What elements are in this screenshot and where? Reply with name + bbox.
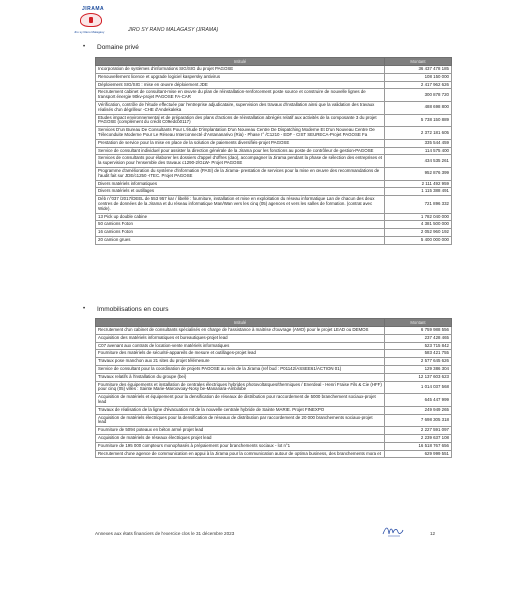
row-amount: 629 999 551	[385, 450, 452, 458]
row-label: Acquisition de matériels électriques pour la densification de réseaux de distribution par raccordement de 20 000 branchements sociaux-projet lead	[96, 414, 385, 427]
section-title-immobilisations	[83, 306, 169, 313]
row-label: Recrutement d'un cabinet de consultants spécialisés en charge de l'assistance à maitrise d'ouvrage (AMO) pour le projet LEAD ou DEMOS	[96, 327, 385, 335]
row-amount: 237 428 465	[385, 334, 452, 342]
table-row	[96, 414, 452, 427]
row-label: Vérification, contrôle de l'étude effectuée par l'entreprise adjudicataire, supervision des travaux d'installation ainsi que la validation des travaux réalisés d'un dégrilleur -CHE d'Andekaleka	[96, 101, 385, 114]
row-label: Services de consultants pour élaborer les dossiers d'appel d'offres (dao), accompagner la Jirama pendant la phase de sélection des entreprises et la supervision pour l'ensemble des travaux c1290-2/GLW- Projet PAGOSE	[96, 155, 385, 168]
page-header	[70, 6, 490, 40]
row-label: Service de consultant pour la coordination de projets PAGOSE au sein de la Jirama (ref bud : P01142/ASSEE61/ACTION 01)	[96, 365, 385, 373]
row-amount: 6 759 988 556	[385, 327, 452, 335]
row-amount: 108 150 000	[385, 73, 452, 81]
jirama-logo	[70, 6, 124, 38]
table-row	[96, 442, 452, 450]
table-row	[96, 406, 452, 414]
column-header-label: Intitulé	[96, 319, 385, 327]
row-amount: 2 372 181 605	[385, 127, 452, 140]
row-label: Travaux de réalisation de la ligne d'évacuation mt de la nouvelle centrale hybride de Sainte MARIE. Projet FINEXPO	[96, 406, 385, 414]
table-row	[96, 350, 452, 358]
row-label: Déb n°037 /2017/DEEL de 553 957 kar / libellé : fourniture, installation et mise en exploitation du réseau informatique Lan de chacun des deux centres de données de la Jirama et du réseau informatique Man/Wan vers les cinq (05) agences et vers les salles de formation. (contrat avec Wide).	[96, 196, 385, 213]
row-amount: 7 698 305 318	[385, 414, 452, 427]
table-row	[96, 229, 452, 237]
row-label: Travaux relatifs à l'installation du groupe (bei)	[96, 373, 385, 381]
row-amount: 952 876 399	[385, 167, 452, 180]
row-label: C07 avenant aux contrats de location-vente matériels informatiques	[96, 342, 385, 350]
row-label: Service de consultant individuel pour assister la direction générale de la Jirama pour les fonctions au poste de contrôleur de gestion-PAGOSE	[96, 147, 385, 155]
row-label: 16 camions Foton	[96, 229, 385, 237]
row-amount: 129 386 304	[385, 365, 452, 373]
section-title-text: Immobilisations en cours	[97, 306, 169, 313]
table-row	[96, 196, 452, 213]
section-title-domaine-prive	[83, 44, 139, 51]
table-row	[96, 114, 452, 127]
table-row	[96, 381, 452, 394]
row-amount: 1 014 037 568	[385, 381, 452, 394]
column-header-amount: Montant	[385, 58, 452, 66]
row-label: Prestation de service pour la mise en place de la solution de paiements diversifiés-projet PAGOSE	[96, 139, 385, 147]
logo-text: JIRAMA	[82, 6, 105, 12]
table-row	[96, 89, 452, 102]
page-number: 12	[430, 531, 436, 536]
table-row	[96, 365, 452, 373]
row-label: Recrutement d'une agence de communication en appui à la Jirama pour la communication autour de optima business, des branchements mora et	[96, 450, 385, 458]
company-name: JIRO SY RANO MALAGASY (JIRAMA)	[128, 27, 219, 33]
row-label: Fourniture de 5094 poteaux en béton armé projet lead	[96, 427, 385, 435]
table-row	[96, 139, 452, 147]
table-row	[96, 73, 452, 81]
row-label: Fourniture de 195 000 compteurs monophasés à prépaiement pour branchements sociaux - lot n°1	[96, 442, 385, 450]
table-row	[96, 167, 452, 180]
row-amount: 12 137 603 623	[385, 373, 452, 381]
row-amount: 583 421 755	[385, 350, 452, 358]
row-label: Fourniture des équipements et installation de centrales électriques hybrides photovoltaïques/thermiques / Enerdeal - Henri Fraise Fils & Cie (HFF) pour cinq (05) villes : Sainte Marie-Maroovoay-Nosy be-Mananara-Ambilobe	[96, 381, 385, 394]
row-label: 20 camion grues	[96, 236, 385, 244]
row-amount: 2 111 492 959	[385, 180, 452, 188]
table-row	[96, 101, 452, 114]
table-row	[96, 342, 452, 350]
row-label: Acquisition de matériels de réseaux électriques projet lead	[96, 434, 385, 442]
row-label: Etudes impact environnemental et de préparation des plans d'actions de réinstallation abrégés relatif aux activités de la composante 3 du projet PAGOSE (complément du crédit C09edcb0117)	[96, 114, 385, 127]
row-label: Déploiement SIG/SIG : mise en œuvre déploiement JDE	[96, 81, 385, 89]
bullet-icon: •	[83, 306, 86, 312]
row-label: Travaux pose manchon aux 21 sites du projet télémesure	[96, 358, 385, 366]
table-immobilisations	[95, 318, 452, 458]
table-row	[96, 188, 452, 196]
table-row	[96, 155, 452, 168]
row-amount: 488 698 800	[385, 101, 452, 114]
row-amount: 4 381 500 000	[385, 221, 452, 229]
row-amount: 434 535 261	[385, 155, 452, 168]
row-amount: 1 115 388 491	[385, 188, 452, 196]
section-title-text: Domaine privé	[97, 44, 139, 51]
row-amount: 2 577 645 626	[385, 358, 452, 366]
column-header-amount: Montant	[385, 319, 452, 327]
row-label: Fourniture des matériels de sécurité-appareils de mesure et outillages-projet lead	[96, 350, 385, 358]
row-amount: 1 782 040 000	[385, 213, 452, 221]
row-label: 13 Pick up double cabine	[96, 213, 385, 221]
row-amount: 335 544 459	[385, 139, 452, 147]
row-amount: 249 949 265	[385, 406, 452, 414]
row-label: Divers matériels informatiques	[96, 180, 385, 188]
table-row	[96, 147, 452, 155]
row-amount: 721 896 332	[385, 196, 452, 213]
row-label: Divers matériels et outillages	[96, 188, 385, 196]
row-amount: 16 518 767 656	[385, 442, 452, 450]
table-row	[96, 236, 452, 244]
table-row	[96, 394, 452, 407]
row-amount: 36 437 478 185	[385, 66, 452, 74]
jirama-emblem-icon	[80, 13, 102, 27]
row-amount: 300 878 720	[385, 89, 452, 102]
table-row	[96, 221, 452, 229]
row-amount: 5 400 000 000	[385, 236, 452, 244]
table-row	[96, 327, 452, 335]
row-amount: 645 447 999	[385, 394, 452, 407]
table-row	[96, 180, 452, 188]
table-header-row	[96, 58, 452, 66]
table-domaine-prive	[95, 57, 452, 245]
row-label: Recrutement cabinet de consultant-mise en œuvre du plan de réinstallation-renforcement poste source et construire de nouvelle lignes de transport énergie 90kv-projet PAGOSE FA-CAR	[96, 89, 385, 102]
table-row	[96, 427, 452, 435]
column-header-label: Intitulé	[96, 58, 385, 66]
table-row	[96, 373, 452, 381]
row-label: Acquisition de matériels et équipement pour la densification de réseaux de distribution pour raccordement de 5000 branchement sociaux-projet lead	[96, 394, 385, 407]
row-amount: 523 715 842	[385, 342, 452, 350]
row-amount: 2 052 960 192	[385, 229, 452, 237]
row-label: Incorporation de systèmes d'informations SIG/SIG du projet PAGOSE	[96, 66, 385, 74]
table-row	[96, 358, 452, 366]
row-amount: 2 227 591 097	[385, 427, 452, 435]
footer-note: Annexes aux états financiers de l'exercice clos le 31 décembre 2023	[95, 531, 235, 536]
table-row	[96, 66, 452, 74]
row-label: Services D'un Bureau De Consultants Pour L'étude D'implantation D'un Nouveau Centre De Dispatching Moderne Et D'un Nouveau Centre De Téleconduite Moderne Pour Le Réseau Interconnecté d'Antananarivo (Ria) - Phase I° /C1210 - EDF - CIST SEURECA-Projet PAGOSE Fa	[96, 127, 385, 140]
table-row	[96, 81, 452, 89]
row-amount: 5 738 150 889	[385, 114, 452, 127]
row-amount: 114 575 400	[385, 147, 452, 155]
row-label: Programme d'amélioration du système d'information (PASI) de la Jirama- prestation de services pour la mise en œuvre des recommandations de l'audit fait sur JDE/c1250 -ITEC. Projet PAGOSE	[96, 167, 385, 180]
row-amount: 2 417 962 626	[385, 81, 452, 89]
table-row	[96, 434, 452, 442]
row-label: 50 camions Foton	[96, 221, 385, 229]
row-amount: 2 239 637 108	[385, 434, 452, 442]
signature-mark	[382, 524, 404, 538]
table-row	[96, 213, 452, 221]
row-label: Renouvellement licence et upgrade logiciel kaspersky antivirus	[96, 73, 385, 81]
row-label: Acquisition des matériels informatiques et bureautiques-projet lead	[96, 334, 385, 342]
table-header-row	[96, 319, 452, 327]
table-row	[96, 450, 452, 458]
table-row	[96, 127, 452, 140]
bullet-icon: •	[83, 44, 86, 50]
table-row	[96, 334, 452, 342]
logo-tagline: Jiro sy Rano Malagasy	[74, 30, 105, 34]
